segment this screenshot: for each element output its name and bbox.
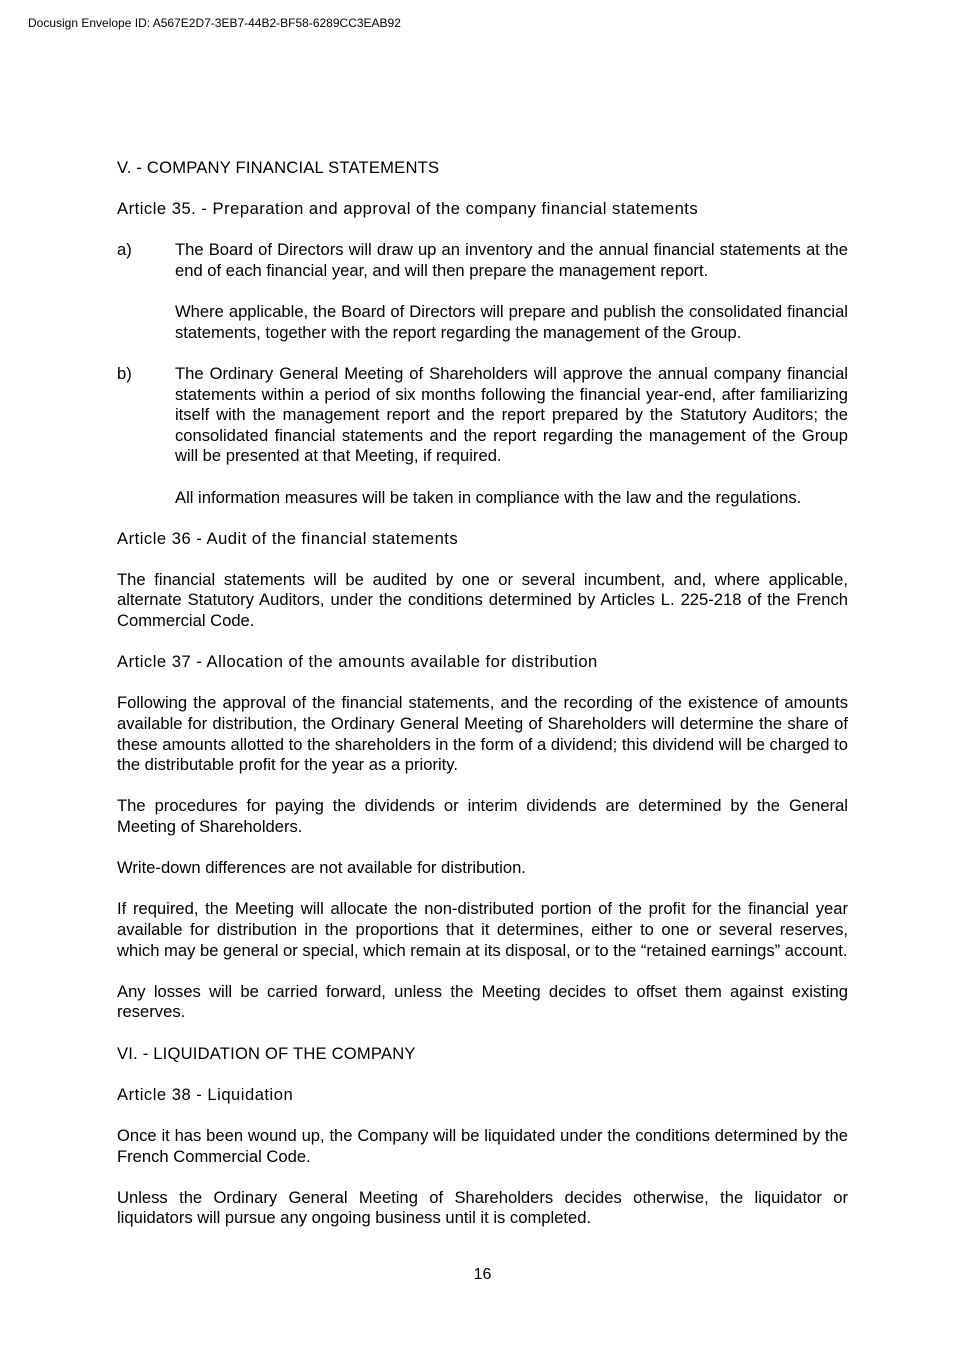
paragraph: The procedures for paying the dividends or interim dividends are determined by the General Meeting of Shareholders.: [117, 796, 848, 836]
paragraph: All information measures will be taken in compliance with the law and the regulations.: [175, 487, 802, 507]
article-36-title: Article 36 - Audit of the financial statements: [117, 528, 459, 548]
paragraph: Write-down differences are not available for distribution.: [117, 858, 526, 878]
paragraph: The Board of Directors will draw up an inventory and the annual financial statements at the end of each financial year, and will then prepare the management report.: [175, 240, 848, 280]
article-35-item-a: [117, 240, 848, 343]
envelope-id: Docusign Envelope ID: A567E2D7-3EB7-44B2-BF58-6289CC3EAB92: [28, 16, 401, 30]
item-label: b): [117, 363, 132, 383]
article-37-title: Article 37 - Allocation of the amounts available for distribution: [117, 652, 598, 672]
paragraph: Unless the Ordinary General Meeting of Shareholders decides otherwise, the liquidator or liquidators will pursue any ongoing business until it is completed.: [117, 1187, 848, 1228]
paragraph: The financial statements will be audited by one or several incumbent, and, where applicable, alternate Statutory Auditors, under the conditions determined by Articles L. 225-218 of the French Commercial Code.: [117, 569, 848, 631]
paragraph: Following the approval of the financial statements, and the recording of the existence of amounts available for distribution, the Ordinary General Meeting of Shareholders will determine the share of these amounts allotted to the shareholders in the form of a dividend; this dividend will be charged to the distributable profit for the year as a priority.: [117, 693, 848, 775]
item-body: [175, 240, 848, 343]
paragraph: If required, the Meeting will allocate the non-distributed portion of the profit for the financial year available for distribution in the proportions that it determines, either to one or several reserves, which may be general or special, which remain at its disposal, or to the “retained earnings” account.: [117, 899, 848, 960]
page-number: 16: [473, 1266, 492, 1283]
article-35-item-b: [117, 364, 848, 508]
article-35-title: Article 35. - Preparation and approval of the company financial statements: [117, 199, 699, 219]
item-body: [175, 364, 848, 508]
item-label: a): [117, 240, 132, 260]
section-title-liquidation: VI. - LIQUIDATION OF THE COMPANY: [117, 1043, 416, 1063]
paragraph: Once it has been wound up, the Company will be liquidated under the conditions determined by the French Commercial Code.: [117, 1125, 848, 1166]
paragraph: Any losses will be carried forward, unless the Meeting decides to offset them against existing reserves.: [117, 981, 848, 1022]
paragraph: Where applicable, the Board of Directors will prepare and publish the consolidated financial statements, together with the report regarding the management of the Group.: [175, 302, 848, 342]
article-38-title: Article 38 - Liquidation: [117, 1084, 294, 1104]
section-title-financial-statements: V. - COMPANY FINANCIAL STATEMENTS: [117, 158, 440, 177]
paragraph: The Ordinary General Meeting of Shareholders will approve the annual company financial statements within a period of six months following the financial year-end, after familiarizing itself with the management report and the report prepared by the Statutory Auditors; the consolidated financial statements and the report regarding the management of the Group will be presented at that Meeting, if required.: [175, 363, 848, 466]
document-body: [117, 158, 848, 1249]
